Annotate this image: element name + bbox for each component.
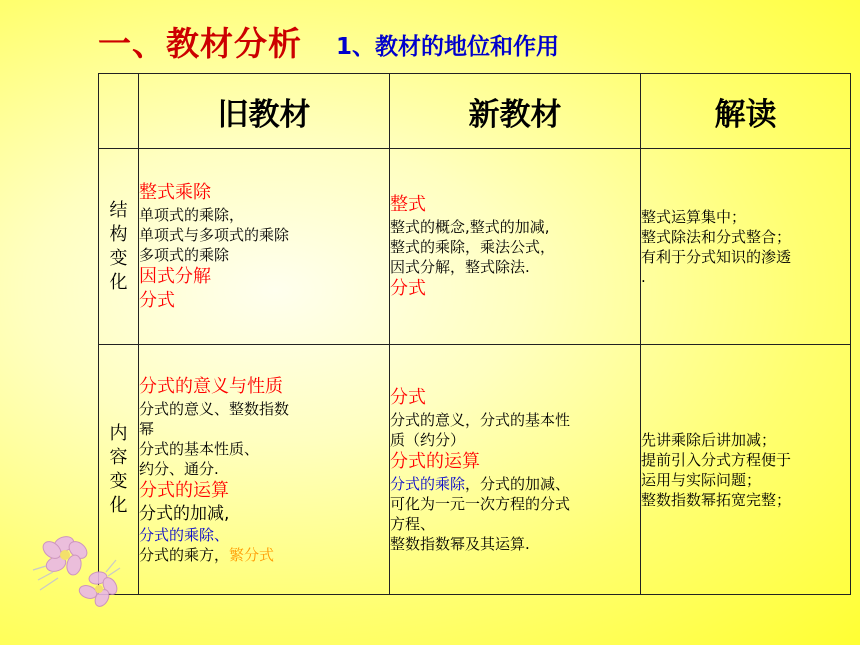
flower-decoration-icon <box>28 520 128 610</box>
table-row-content <box>99 345 851 595</box>
page-subtitle: 1、教材的地位和作用 <box>336 34 560 60</box>
cell-content-old: 分式的意义与性质 分式的意义、整数指数 幂 分式的基本性质、 约分、通分. 分式的运算 分式的加减, 分式的乘除、 分式的乘方，繁分式 <box>139 345 390 595</box>
comparison-table <box>98 73 851 595</box>
table-row-structure <box>99 149 851 345</box>
header-corner <box>99 74 139 149</box>
header-interpret: 解读 <box>641 74 851 149</box>
row-label-content: 内 容 变 化 <box>99 345 139 595</box>
page-title: 一、教材分析 <box>98 24 302 63</box>
row-label-structure: 结 构 变 化 <box>99 149 139 345</box>
header-row <box>99 74 851 149</box>
header-old: 旧教材 <box>139 74 390 149</box>
cell-structure-new: 整式 整式的概念,整式的加减, 整式的乘除，乘法公式， 因式分解，整式除法. 分式 <box>390 149 641 345</box>
cell-content-interpret: 先讲乘除后讲加减； 提前引入分式方程便于 运用与实际问题； 整数指数幂拓宽完整； <box>641 345 851 595</box>
header-new: 新教材 <box>390 74 641 149</box>
cell-structure-old: 整式乘除 单项式的乘除， 单项式与多项式的乘除 多项式的乘除 因式分解 分式 <box>139 149 390 345</box>
cell-content-new: 分式 分式的意义，分式的基本性 质（约分） 分式的运算 分式的乘除，分式的加减、 可化为一元一次方程的分式 方程、 整数指数幂及其运算. <box>390 345 641 595</box>
cell-structure-interpret: 整式运算集中； 整式除法和分式整合； 有利于分式知识的渗透 . <box>641 149 851 345</box>
